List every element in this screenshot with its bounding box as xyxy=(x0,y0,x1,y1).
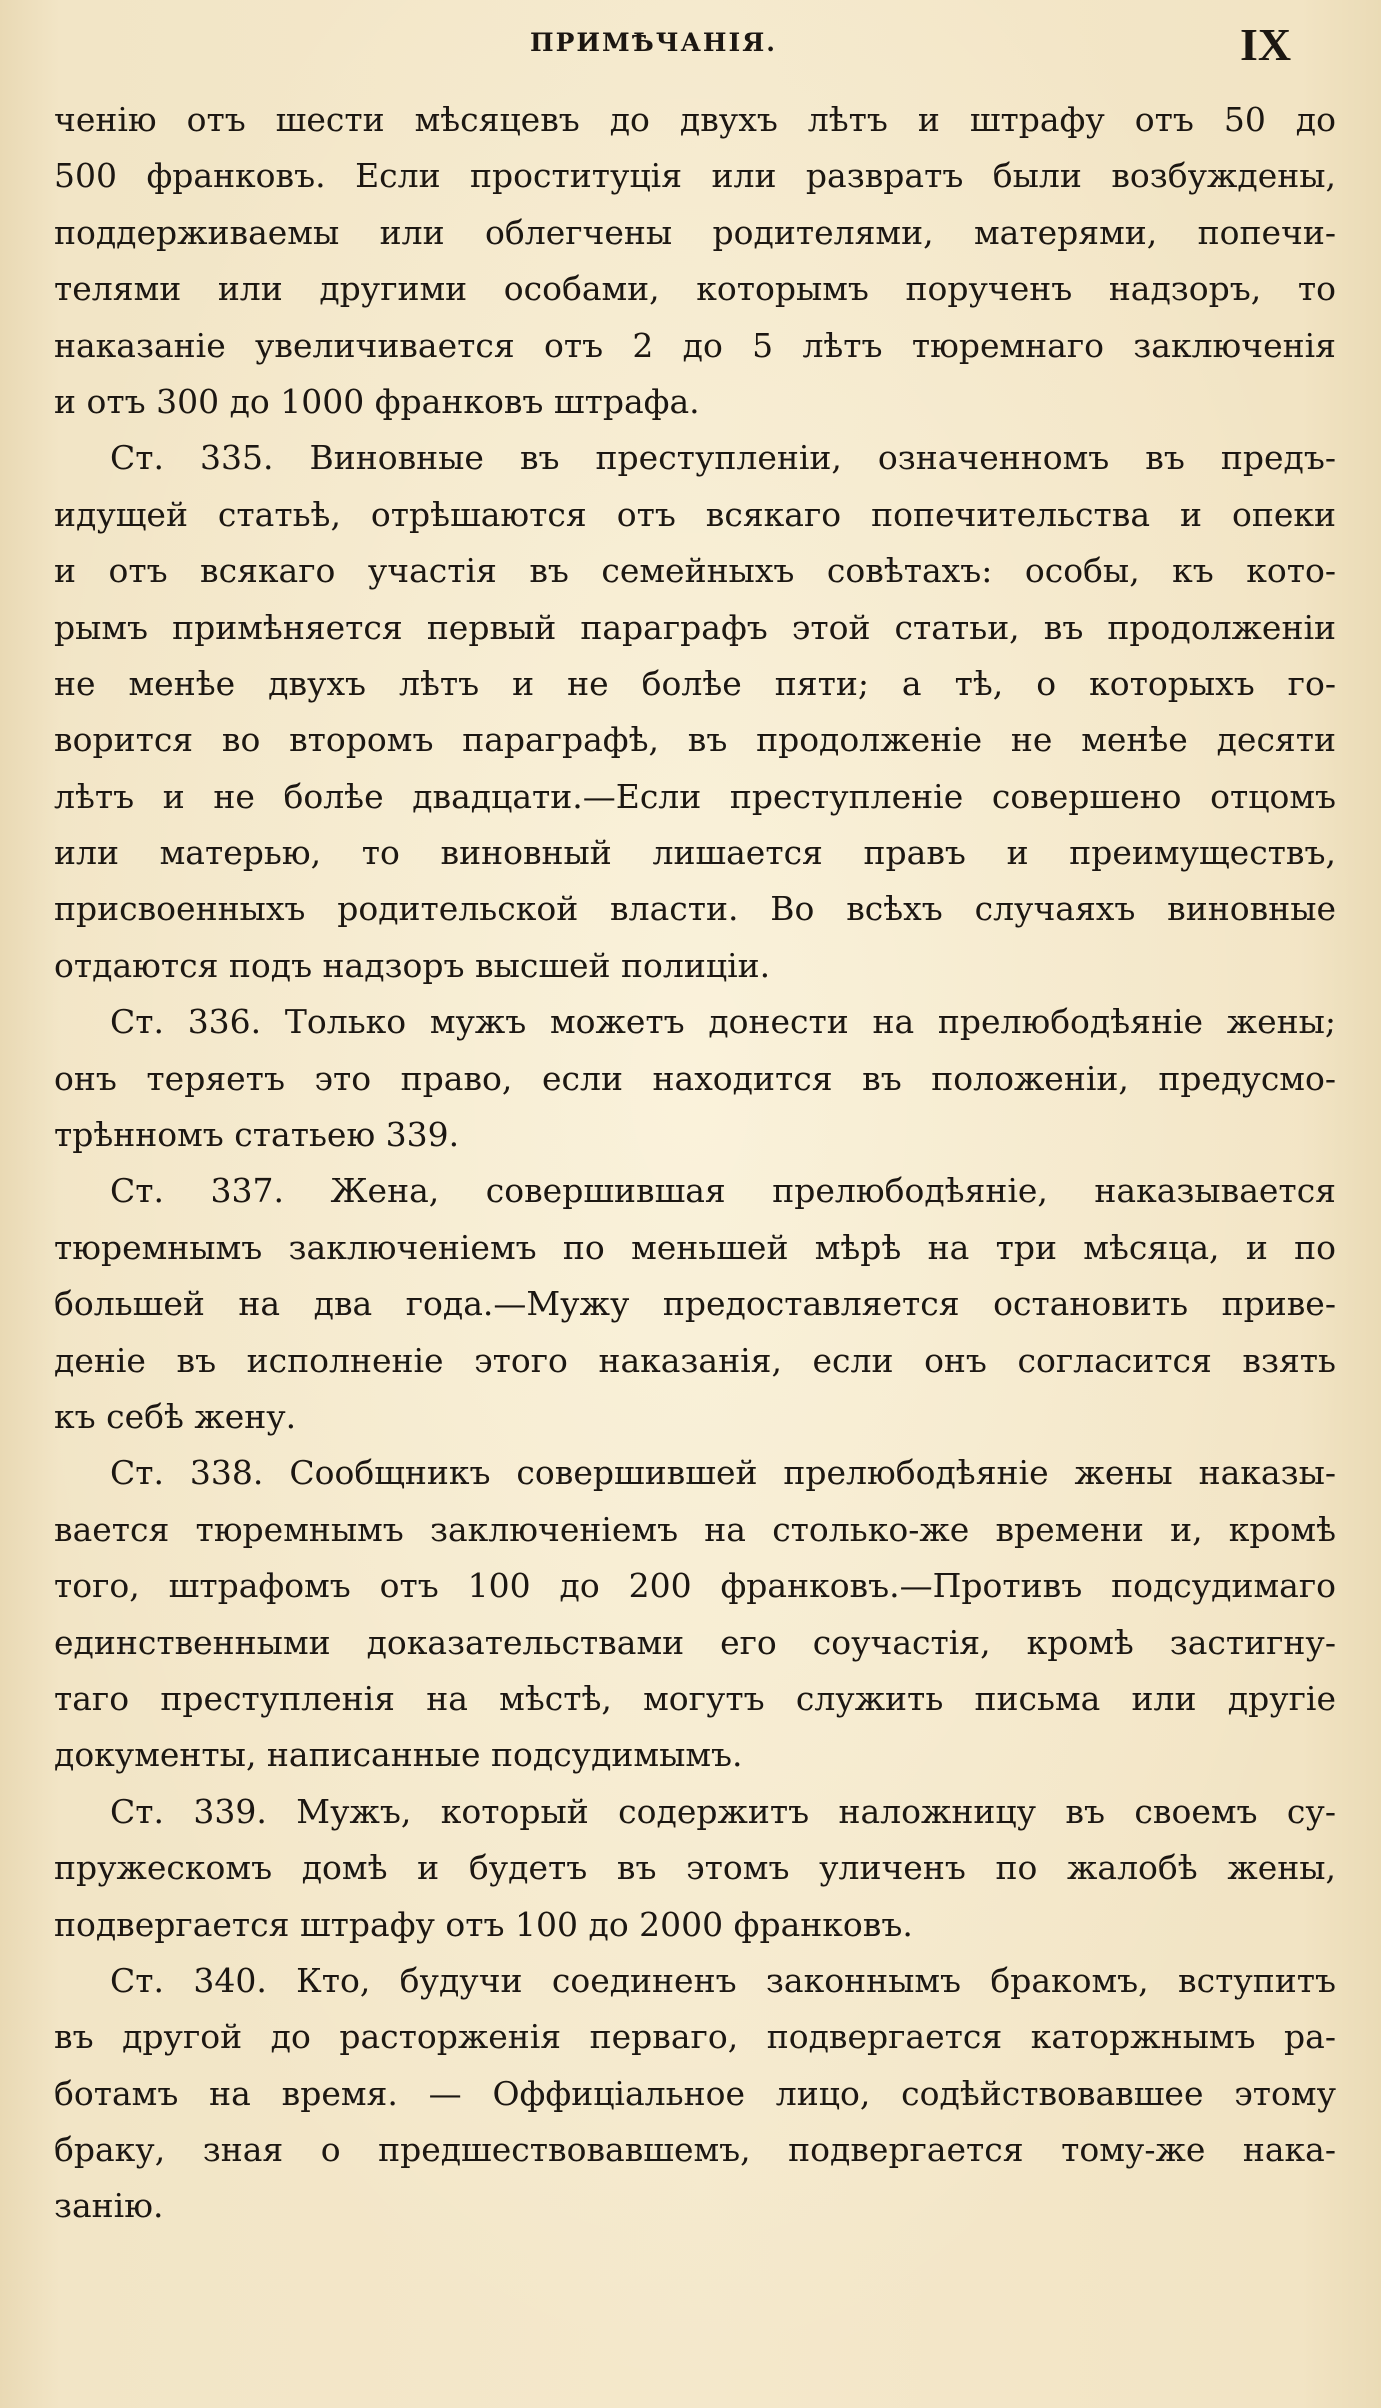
text-line: ченію отъ шести мѣсяцевъ до двухъ лѣтъ и штрафу отъ 50 до xyxy=(54,100,1336,139)
text-line: Ст. 337. Жена, совершившая прелюбодѣяніе, наказывается xyxy=(110,1171,1336,1211)
text-line: единственными доказательствами его соучастія, кромѣ застигну- xyxy=(54,1622,1336,1662)
text-line: рымъ примѣняется первый параграфъ этой статьи, въ продолженіи xyxy=(54,607,1336,647)
article-339 xyxy=(54,1784,1336,1953)
text-line: Ст. 338. Сообщникъ совершившей прелюбодѣяніе жены наказы- xyxy=(110,1453,1336,1493)
text-line: лѣтъ и не болѣе двадцати.—Если преступленіе совершено отцомъ xyxy=(54,776,1336,816)
text-line: подвергается штрафу отъ 100 до 2000 франковъ. xyxy=(54,1904,913,1944)
running-title: ПРИМѢЧАНІЯ. xyxy=(530,28,777,57)
text-line: и отъ всякаго участія въ семейныхъ совѣтахъ: особы, къ кото- xyxy=(54,551,1336,591)
text-line: большей на два года.—Мужу предоставляется остановить приве- xyxy=(54,1284,1336,1324)
body-text xyxy=(54,92,1336,2235)
page-number: IX xyxy=(1240,19,1292,70)
text-line: ворится во второмъ параграфѣ, въ продолженіе не менѣе десяти xyxy=(54,720,1336,760)
text-line: онъ теряетъ это право, если находится въ положеніи, предусмо- xyxy=(54,1058,1336,1098)
paragraph-continuation xyxy=(54,92,1336,430)
article-335 xyxy=(54,430,1336,994)
text-line: браку, зная о предшествовавшемъ, подвергается тому-же нака- xyxy=(54,2130,1336,2170)
text-line: отдаются подъ надзоръ высшей полиціи. xyxy=(54,945,771,985)
text-line: Ст. 340. Кто, будучи соединенъ законнымъ бракомъ, вступитъ xyxy=(110,1960,1336,2000)
text-line: вается тюремнымъ заключеніемъ на столько-же времени и, кромѣ xyxy=(54,1509,1336,1549)
text-line: занію. xyxy=(54,2186,164,2226)
text-line: присвоенныхъ родительской власти. Во всѣхъ случаяхъ виновные xyxy=(54,889,1336,929)
text-line: деніе въ исполненіе этого наказанія, если онъ согласится взять xyxy=(54,1340,1336,1380)
text-line: идущей статьѣ, отрѣшаются отъ всякаго попечительства и опеки xyxy=(54,494,1336,534)
article-338 xyxy=(54,1445,1336,1783)
article-336 xyxy=(54,994,1336,1163)
text-line: и отъ 300 до 1000 франковъ штрафа. xyxy=(54,381,700,421)
text-line: поддерживаемы или облегчены родителями, матерями, попечи- xyxy=(54,212,1336,252)
text-line: къ себѣ жену. xyxy=(54,1396,297,1436)
text-line: таго преступленія на мѣстѣ, могутъ служить письма или другіе xyxy=(54,1678,1336,1718)
text-line: наказаніе увеличивается отъ 2 до 5 лѣтъ тюремнаго заключенія xyxy=(54,325,1336,365)
text-line: трѣнномъ статьею 339. xyxy=(54,1115,460,1155)
text-line: телями или другими особами, которымъ порученъ надзоръ, то xyxy=(54,269,1336,309)
text-line: пружескомъ домѣ и будетъ въ этомъ уличенъ по жалобѣ жены, xyxy=(54,1848,1336,1888)
text-line: Ст. 339. Мужъ, который содержитъ наложницу въ своемъ су- xyxy=(110,1791,1336,1831)
text-line: того, штрафомъ отъ 100 до 200 франковъ.—Противъ подсудимаго xyxy=(54,1566,1336,1606)
text-line: въ другой до расторженія перваго, подвергается каторжнымъ ра- xyxy=(54,2017,1336,2057)
article-340 xyxy=(54,1953,1336,2235)
page-header xyxy=(0,20,1381,90)
text-line: Ст. 335. Виновные въ преступленіи, означенномъ въ предъ- xyxy=(110,438,1336,478)
text-line: или матерью, то виновный лишается правъ и преимуществъ, xyxy=(54,833,1336,873)
text-line: 500 франковъ. Если проституція или развратъ были возбуждены, xyxy=(54,156,1336,196)
text-line: ботамъ на время. — Оффиціальное лицо, содѣйствовавшее этому xyxy=(54,2073,1336,2113)
text-line: не менѣе двухъ лѣтъ и не болѣе пяти; а тѣ, о которыхъ го- xyxy=(54,663,1336,703)
article-337 xyxy=(54,1163,1336,1445)
text-line: Ст. 336. Только мужъ можетъ донести на прелюбодѣяніе жены; xyxy=(110,1002,1336,1042)
text-line: тюремнымъ заключеніемъ по меньшей мѣрѣ на три мѣсяца, и по xyxy=(54,1227,1336,1267)
text-line: документы, написанные подсудимымъ. xyxy=(54,1735,743,1775)
